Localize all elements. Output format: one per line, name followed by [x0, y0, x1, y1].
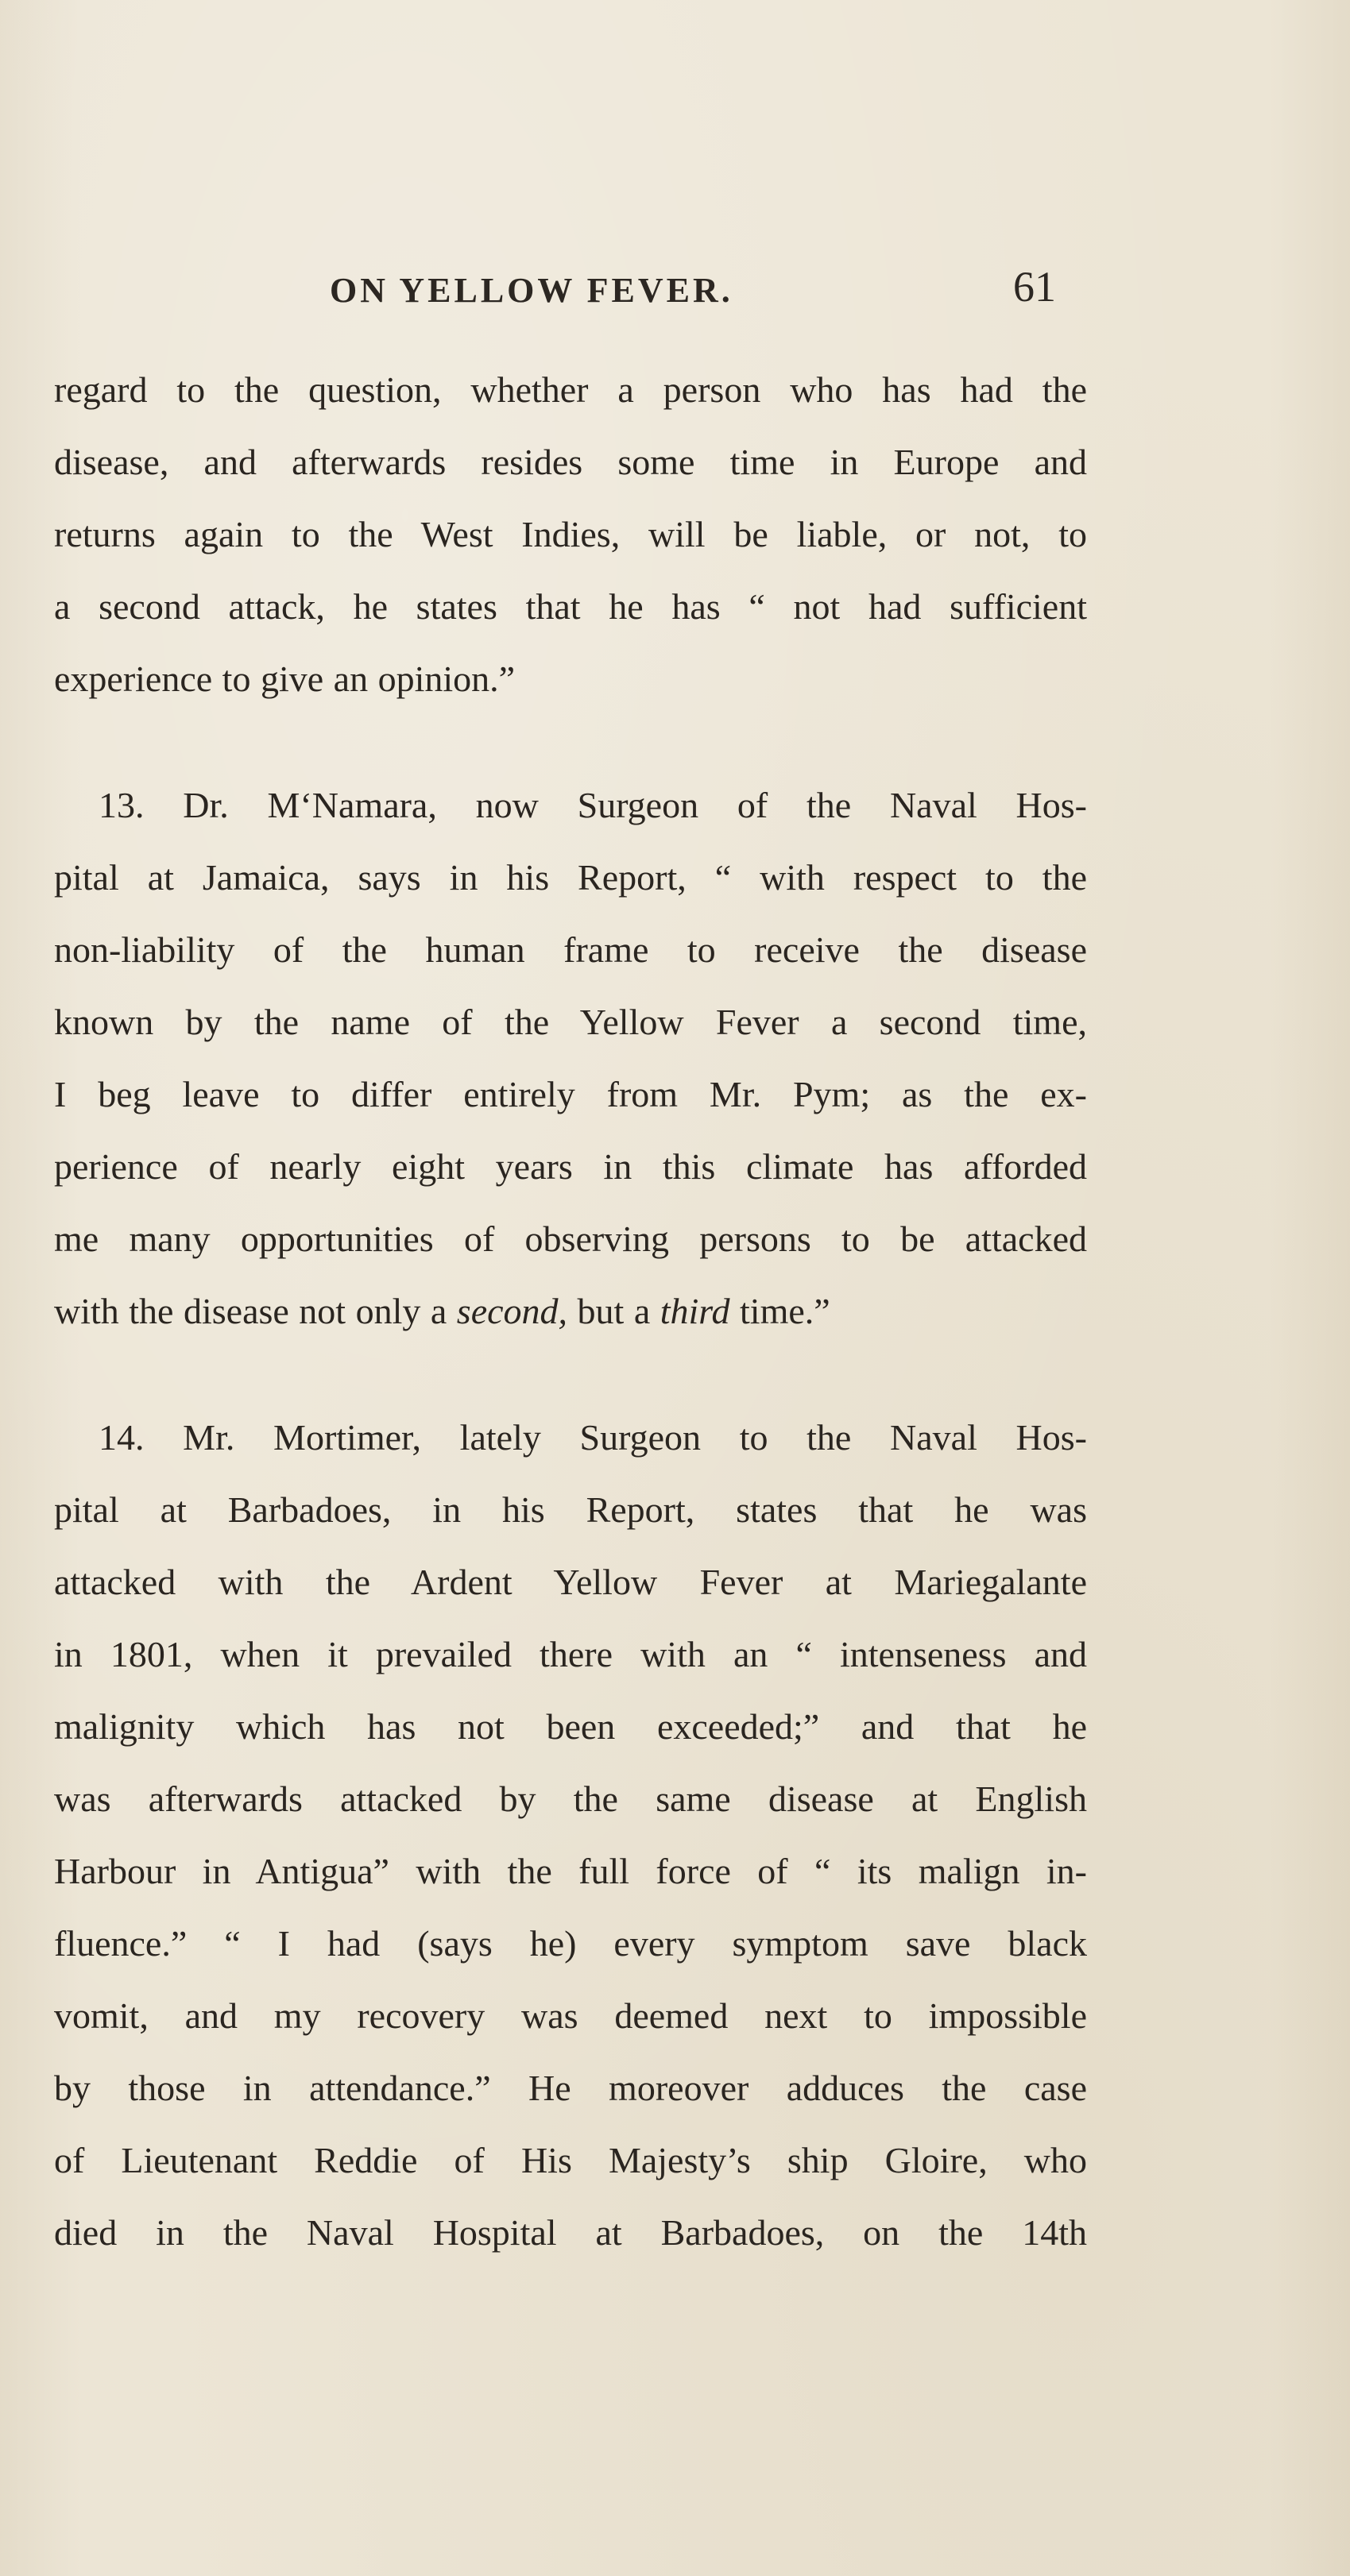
text-line: me many opportunities of observing persons to be attacked — [54, 1218, 1087, 1259]
text-line: experience to give an opinion.” — [54, 658, 516, 699]
text-line: by those in attendance.” He moreover adduces the case — [54, 2068, 1087, 2108]
italic-text: third — [660, 1291, 730, 1331]
text-line: disease, and afterwards resides some time in Europe and — [54, 442, 1087, 482]
text-line: pital at Jamaica, says in his Report, “ with respect to the — [54, 857, 1087, 898]
body-text — [54, 353, 1087, 2269]
italic-text: second, — [456, 1291, 568, 1331]
text-line: in 1801, when it prevailed there with an “ intenseness and — [54, 1634, 1087, 1674]
text-line: was afterwards attacked by the same disease at English — [54, 1778, 1087, 1819]
paragraph-gap — [54, 715, 1087, 769]
text-line: returns again to the West Indies, will be liable, or not, to — [54, 514, 1087, 554]
text-line: I beg leave to differ entirely from Mr. Pym; as the ex- — [54, 1074, 1087, 1114]
running-title: ON YELLOW FEVER. — [330, 271, 733, 310]
text-line: attacked with the Ardent Yellow Fever at Mariegalante — [54, 1562, 1087, 1602]
text-line: 13. Dr. M‘Namara, now Surgeon of the Naval Hos- — [99, 785, 1087, 825]
running-head — [0, 262, 1350, 310]
text-segment: but a — [567, 1291, 660, 1331]
paragraph-13 — [54, 769, 1087, 1347]
text-line: fluence.” “ I had (says he) every symptom save black — [54, 1923, 1087, 1964]
text-line: vomit, and my recovery was deemed next to impossible — [54, 1995, 1087, 2036]
text-line: pital at Barbadoes, in his Report, states that he was — [54, 1489, 1087, 1530]
text-segment: time.” — [729, 1291, 830, 1331]
page-number: 61 — [1013, 263, 1056, 311]
text-line: known by the name of the Yellow Fever a second time, — [54, 1002, 1087, 1042]
text-segment: with the disease not only a — [54, 1291, 457, 1331]
text-line: malignity which has not been exceeded;” and that he — [54, 1706, 1087, 1747]
text-line: regard to the question, whether a person who has had the — [54, 369, 1087, 410]
text-line: non-liability of the human frame to receive the disease — [54, 929, 1087, 970]
text-line — [54, 1275, 1087, 1347]
text-line: Harbour in Antigua” with the full force of “ its malign in- — [54, 1851, 1087, 1891]
paragraph-14 — [54, 1401, 1087, 2269]
paragraph-gap — [54, 1347, 1087, 1401]
text-line: died in the Naval Hospital at Barbadoes, on the 14th — [54, 2212, 1087, 2253]
text-line: 14. Mr. Mortimer, lately Surgeon to the Naval Hos- — [99, 1417, 1087, 1458]
text-line: a second attack, he states that he has “ not had sufficient — [54, 586, 1087, 627]
paragraph-continuation — [54, 353, 1087, 715]
text-line: perience of nearly eight years in this climate has afforded — [54, 1146, 1087, 1187]
text-line: of Lieutenant Reddie of His Majesty’s ship Gloire, who — [54, 2140, 1087, 2180]
